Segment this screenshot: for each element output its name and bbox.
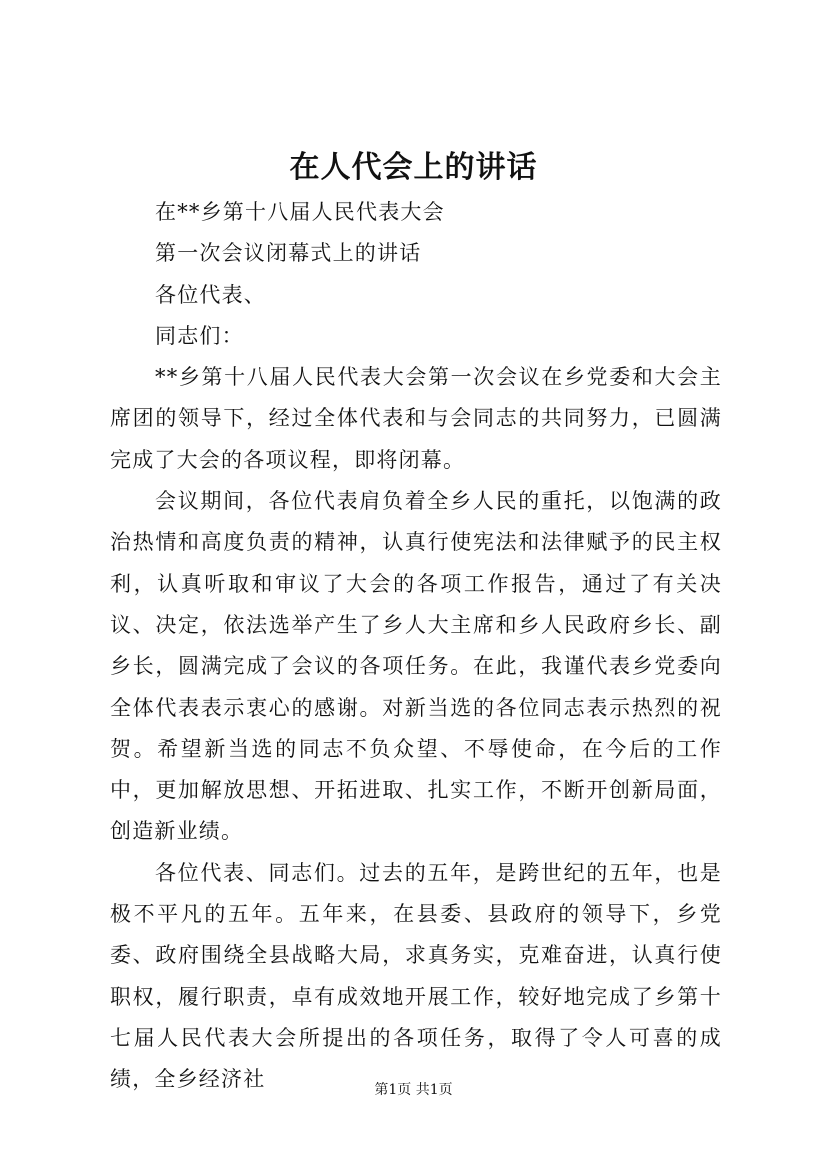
page-number: 第1页 共1页 (374, 1082, 453, 1098)
document-title: 在人代会上的讲话 (289, 150, 538, 185)
paragraph-meeting-summary: 会议期间，各位代表肩负着全乡人民的重托，以饱满的政治热情和高度负责的精神，认真行使宪法和法律赋予的民主权利，认真听取和审议了大会的各项工作报告，通过了有关决议、决定，依法选举产生了乡人大主席和乡人民政府乡长、副乡长，圆满完成了会议的各项任务。在此，我谨代表乡党委向全体代表表示衷心的感谢。对新当选的各位同志表示热烈的祝贺。希望新当选的同志不负众望、不辱使命，在今后的工作中，更加解放思想、开拓进取、扎实工作，不断开创新局面，创造新业绩。 (110, 489, 722, 844)
header-line-venue: 在**乡第十八届人民代表大会 (155, 200, 445, 224)
header-line-occasion: 第一次会议闭幕式上的讲话 (155, 241, 422, 266)
document-body (110, 192, 722, 1101)
salutation-delegates: 各位代表、 (155, 282, 266, 307)
salutation-comrades: 同志们： (155, 323, 244, 348)
paragraph-opening: **乡第十八届人民代表大会第一次会议在乡党委和大会主席团的领导下，经过全体代表和与会同志的共同努力，已圆满完成了大会的各项议程，即将闭幕。 (110, 365, 722, 472)
paragraph-five-years: 各位代表、同志们。过去的五年，是跨世纪的五年，也是极不平凡的五年。五年来，在县委、县政府的领导下，乡党委、政府围绕全县战略大局，求真务实，克难奋进，认真行使职权，履行职责，卓有成效地开展工作，较好地完成了乡第十七届人民代表大会所提出的各项任务，取得了令人可喜的成绩，全乡经济社 (110, 860, 722, 1092)
